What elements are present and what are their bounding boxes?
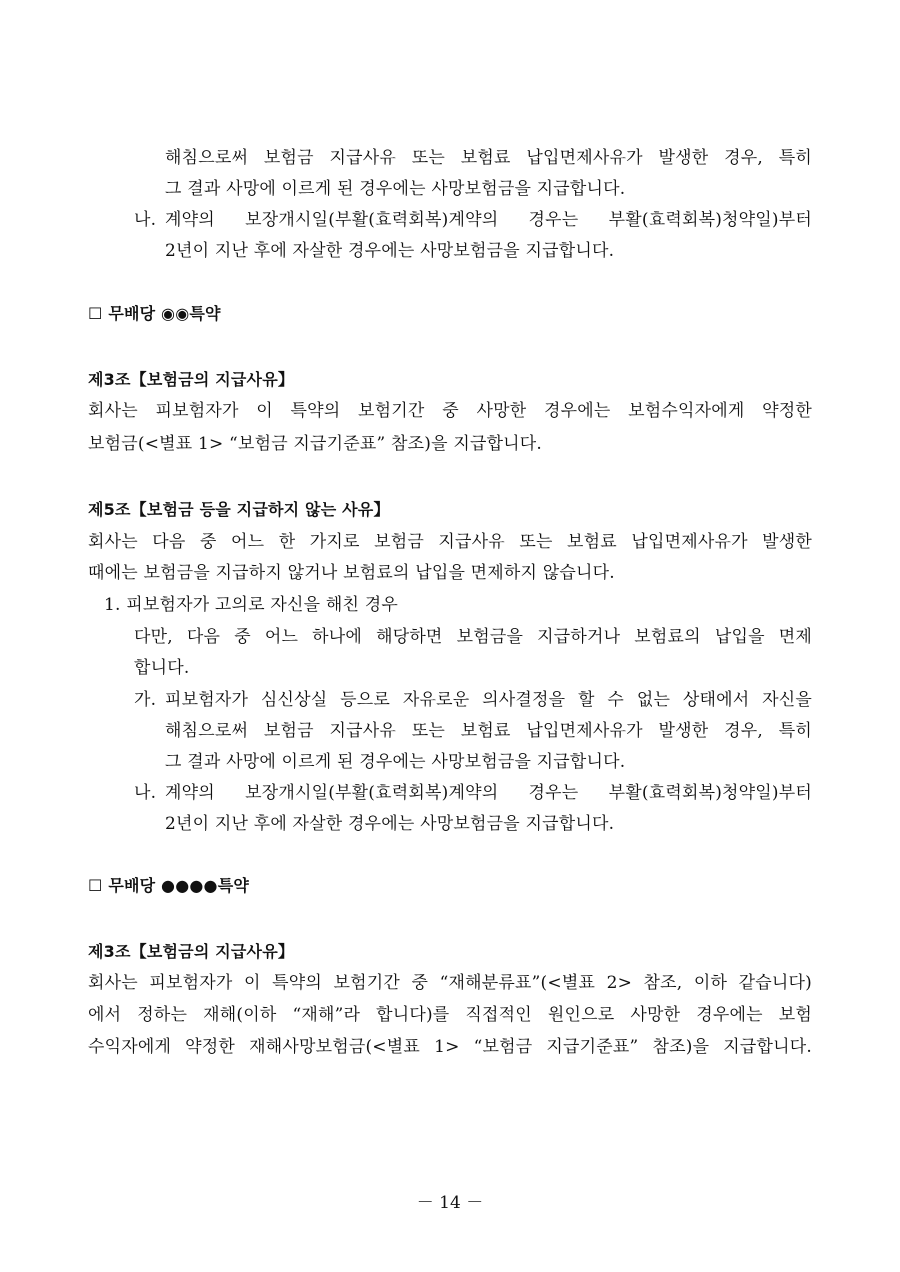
page-number: － 14 － [416, 1193, 484, 1213]
article-5-line-2: 때에는 보험금을 지급하지 않거나 보험료의 납입을 면제하지 않습니다. [88, 563, 615, 583]
article-5-title: 제5조【보험금 등을 지급하지 않는 사유】 [88, 500, 390, 519]
article-5-na-line-1: 계약의 보장개시일(부활(효력회복)계약의 경우는 부활(효력회복)청약일)부터 [165, 783, 812, 803]
article-5-item-1: 1. 피보험자가 고의로 자신을 해친 경우 [104, 595, 398, 615]
section-heading-rider-1: ☐ 무배당 ◉◉특약 [88, 304, 221, 323]
article-5-na-line-2: 2년이 지난 후에 자살한 경우에는 사망보험금을 지급합니다. [165, 814, 615, 834]
article-3-title: 제3조【보험금의 지급사유】 [88, 370, 295, 389]
article-5-proviso-line-2: 합니다. [134, 658, 190, 678]
article-5-na-marker: 나. [134, 783, 157, 803]
article-3-rider-2-line-1: 회사는 피보험자가 이 특약의 보험기간 중 “재해분류표”(<별표 2> 참조, 이하 같습니다) [88, 973, 812, 993]
cont-na-line-2: 2년이 지난 후에 자살한 경우에는 사망보험금을 지급합니다. [165, 241, 615, 261]
cont-na-line-1: 계약의 보장개시일(부활(효력회복)계약의 경우는 부활(효력회복)청약일)부터 [165, 210, 812, 230]
article-3-rider-2-line-3: 수익자에게 약정한 재해사망보험금(<별표 1> “보험금 지급기준표” 참조)을 지급합니다. [88, 1037, 812, 1057]
article-5-line-1: 회사는 다음 중 어느 한 가지로 보험금 지급사유 또는 보험료 납입면제사유가 발생한 [88, 532, 812, 552]
cont-ga-line-2: 해침으로써 보험금 지급사유 또는 보험료 납입면제사유가 발생한 경우, 특히 [165, 148, 812, 168]
section-heading-rider-2: ☐ 무배당 ●●●●특약 [88, 876, 250, 895]
article-3-line-2: 보험금(<별표 1> “보험금 지급기준표” 참조)을 지급합니다. [88, 434, 543, 454]
article-5-ga-line-1: 피보험자가 심신상실 등으로 자유로운 의사결정을 할 수 없는 상태에서 자신을 [165, 690, 812, 710]
article-5-ga-line-3: 그 결과 사망에 이르게 된 경우에는 사망보험금을 지급합니다. [165, 752, 626, 772]
article-5-ga-line-2: 해침으로써 보험금 지급사유 또는 보험료 납입면제사유가 발생한 경우, 특히 [165, 721, 812, 741]
article-3-line-1: 회사는 피보험자가 이 특약의 보험기간 중 사망한 경우에는 보험수익자에게 약정한 [88, 401, 812, 421]
cont-na-marker: 나. [134, 210, 157, 230]
article-3-title-rider-2: 제3조【보험금의 지급사유】 [88, 942, 295, 961]
article-5-ga-marker: 가. [134, 690, 157, 710]
cont-ga-line-3: 그 결과 사망에 이르게 된 경우에는 사망보험금을 지급합니다. [165, 179, 626, 199]
article-5-proviso-line-1: 다만, 다음 중 어느 하나에 해당하면 보험금을 지급하거나 보험료의 납입을 면제 [134, 627, 812, 647]
article-3-rider-2-line-2: 에서 정하는 재해(이하 “재해”라 합니다)를 직접적인 원인으로 사망한 경우에는 보험 [88, 1005, 812, 1025]
